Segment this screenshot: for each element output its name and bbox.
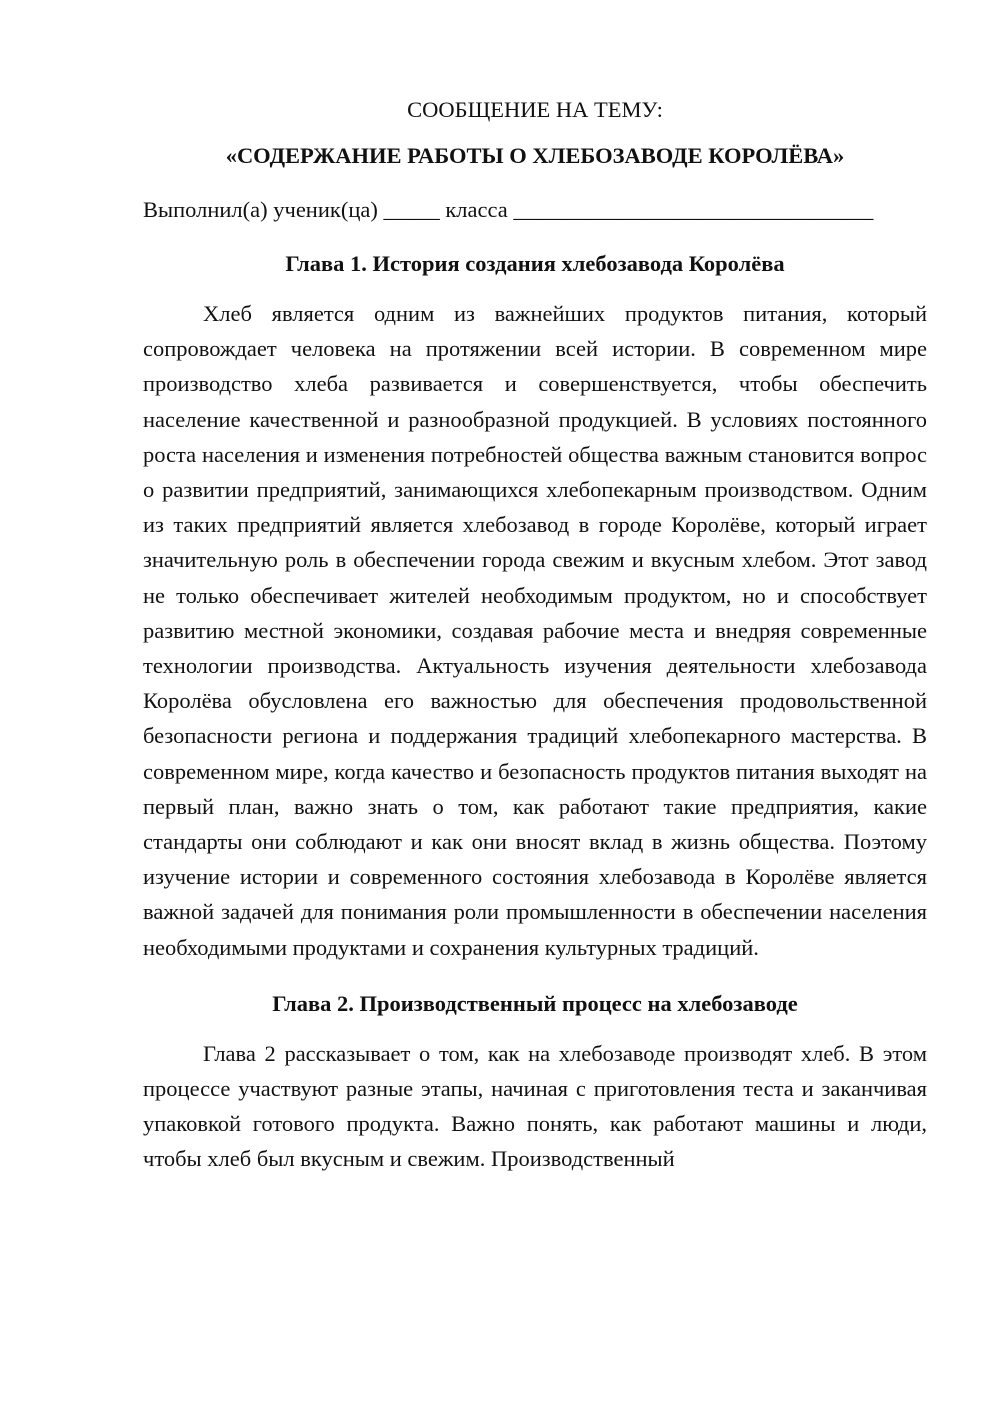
document-topic: СООБЩЕНИЕ НА ТЕМУ: xyxy=(407,97,663,122)
document-body xyxy=(143,92,927,1177)
chapter-1-heading: Глава 1. История создания хлебозавода Королёва xyxy=(285,251,785,276)
chapter-2-heading: Глава 2. Производственный процесс на хлебозаводе xyxy=(272,990,798,1016)
document-title: «СОДЕРЖАНИЕ РАБОТЫ О ХЛЕБОЗАВОДЕ КОРОЛЁВА» xyxy=(225,143,845,168)
chapter-1-paragraph: Хлеб является одним из важнейших продуктов питания, который сопровождает человека на протяжении всей истории. В современном мире производство хлеба развивается и совершенствуется, чтобы обеспечить население качественной и разнообразной продукцией. В условиях постоянного роста населения и изменения потребностей общества важным становится вопрос о развитии предприятий, занимающихся хлебопекарным производством. Одним из таких предприятий является хлебозавод в городе Королёве, который играет значительную роль в обеспечении города свежим и вкусным хлебом. Этот завод не только обеспечивает жителей необходимым продуктом, но и способствует развитию местной экономики, создавая рабочие места и внедряя современные технологии производства. Актуальность изучения деятельности хлебозавода Королёва обусловлена его важностью для обеспечения продовольственной безопасности региона и поддержания традиций хлебопекарного мастерства. В современном мире, когда качество и безопасность продуктов питания выходят на первый план, важно знать о том, как работают такие предприятия, какие стандарты они соблюдают и как они вносят вклад в жизнь общества. Поэтому изучение истории и современного состояния хлебозавода в Королёве является важной задачей для понимания роли промышленности в обеспечении населения необходимыми продуктами и сохранения культурных традиций. xyxy=(143,301,927,960)
chapter-2-paragraph: Глава 2 рассказывает о том, как на хлебозаводе производят хлеб. В этом процессе участвуют разные этапы, начиная с приготовления теста и заканчивая упаковкой готового продукта. Важно понять, как работают машины и люди, чтобы хлеб был вкусным и свежим. Производственный xyxy=(143,1040,927,1172)
performer-line: Выполнил(а) ученик(ца) _____ класса ________________________________ xyxy=(143,197,874,222)
